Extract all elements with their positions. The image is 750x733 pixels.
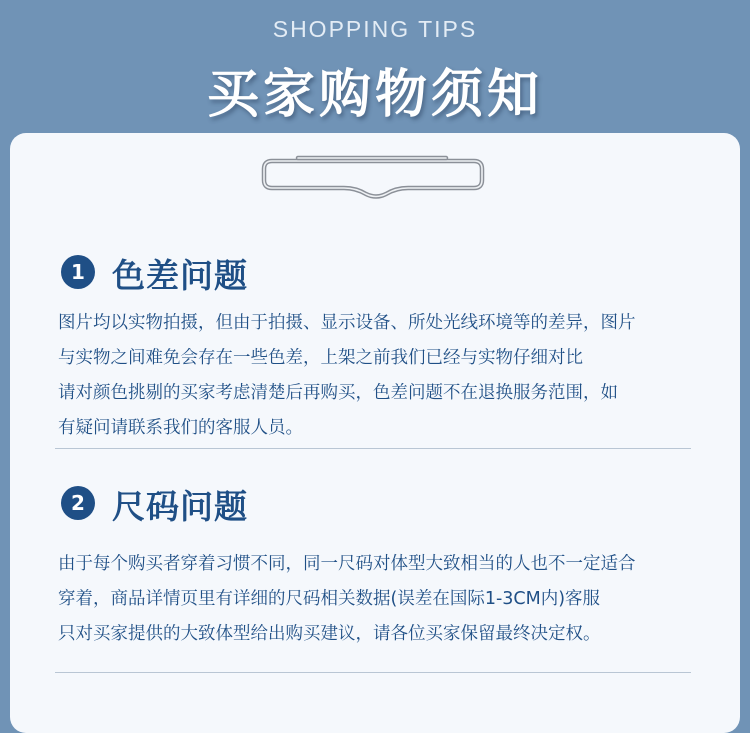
section-2-line: 只对买家提供的大致体型给出购买建议，请各位买家保留最终决定权。 bbox=[58, 624, 601, 644]
section-2-line: 穿着，商品详情页里有详细的尺码相关数据(误差在国际1-3CM内)客服 bbox=[58, 589, 601, 609]
section-2-number-badge: 2 bbox=[61, 486, 95, 520]
section-divider bbox=[55, 448, 691, 449]
header-title: 买家购物须知 bbox=[206, 65, 543, 125]
section-2-title: 尺码问题 bbox=[112, 487, 248, 526]
section-1-text bbox=[58, 306, 728, 446]
section-divider bbox=[55, 672, 691, 673]
section-2-line: 由于每个购买者穿着习惯不同，同一尺码对体型大致相当的人也不一定适合 bbox=[58, 554, 636, 574]
header-english-title: SHOPPING TIPS bbox=[272, 16, 478, 42]
section-1-line: 有疑问请联系我们的客服人员。 bbox=[58, 418, 303, 438]
section-1-line: 与实物之间难免会存在一些色差，上架之前我们已经与实物仔细对比 bbox=[58, 348, 583, 368]
section-1-title: 色差问题 bbox=[112, 256, 248, 295]
section-2-text bbox=[58, 547, 728, 652]
section-1-line: 请对颜色挑剔的买家考虑清楚后再购买，色差问题不在退换服务范围，如 bbox=[58, 383, 618, 403]
paper-clip-icon bbox=[258, 154, 488, 204]
section-1-number-badge: 1 bbox=[61, 255, 95, 289]
section-1-line: 图片均以实物拍摄，但由于拍摄、显示设备、所处光线环境等的差异，图片 bbox=[58, 313, 636, 333]
